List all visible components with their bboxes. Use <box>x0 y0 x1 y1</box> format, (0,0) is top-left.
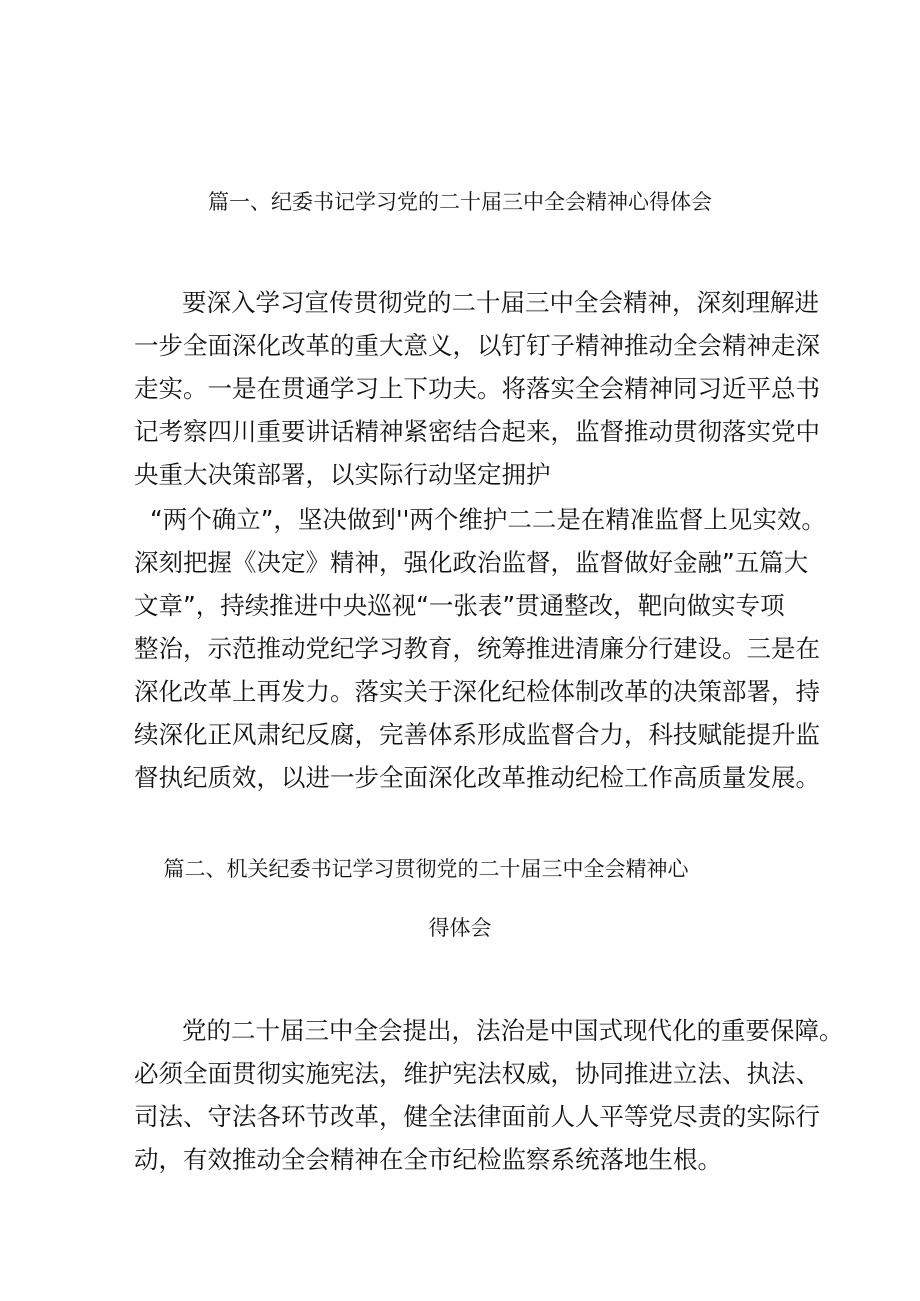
article-1-line: 文章”，持续推进中央巡视“一张表”贯通整改，靶向做实专项 <box>134 591 785 620</box>
article-2-line: 必须全面贯彻实施宪法，维护宪法权威，协同推进立法、执法、 <box>134 1059 820 1088</box>
article-1-line: 督执纪质效，以进一步全面深化改革推动纪检工作高质量发展。 <box>134 763 820 792</box>
article-1-line: 续深化正风肃纪反腐，完善体系形成监督合力，科技赋能提升监 <box>134 720 820 749</box>
article-1-line: 深化改革上再发力。落实关于深化纪检体制改革的决策部署，持 <box>134 677 820 706</box>
article-2-title-line-2: 得体会 <box>428 916 492 940</box>
article-1-line: 整治，示范推动党纪学习教育，统筹推进清廉分行建设。三是在 <box>134 634 820 663</box>
article-1-line: 深刻把握《决定》精神，强化政治监督，监督做好金融”五篇大 <box>134 548 809 577</box>
article-1-line: 一步全面深化改革的重大意义，以钉钉子精神推动全会精神走深 <box>134 331 820 360</box>
article-2-line: 党的二十届三中全会提出，法治是中国式现代化的重要保障。 <box>182 1016 844 1045</box>
article-1-line: 要深入学习宣传贯彻党的二十届三中全会精神，深刻理解进 <box>182 288 819 317</box>
article-1-title: 篇一、纪委书记学习党的二十届三中全会精神心得体会 <box>208 190 712 214</box>
article-1-line: “两个确立”，坚决做到''两个维护二二是在精准监督上见实效。 <box>150 505 826 534</box>
article-2-line: 动，有效推动全会精神在全市纪检监察系统落地生根。 <box>134 1145 722 1174</box>
article-1-line: 走实。一是在贯通学习上下功夫。将落实全会精神同习近平总书 <box>134 374 820 403</box>
article-2-line: 司法、守法各环节改革，健全法律面前人人平等党尽责的实际行 <box>134 1102 820 1131</box>
article-2-title-line-1: 篇二、机关纪委书记学习贯彻党的二十届三中全会精神心 <box>163 857 689 881</box>
article-1-line: 央重大决策部署，以实际行动坚定拥护 <box>134 460 551 489</box>
article-1-line: 记考察四川重要讲话精神紧密结合起来，监督推动贯彻落实党中 <box>134 417 820 446</box>
